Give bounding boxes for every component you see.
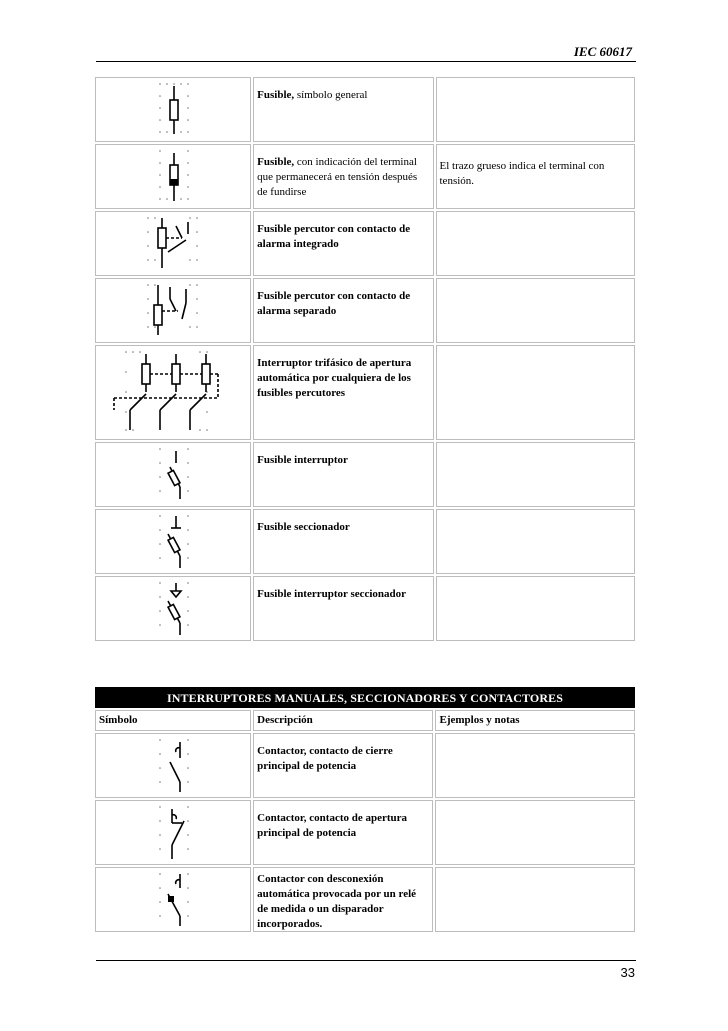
section-title: INTERRUPTORES MANUALES, SECCIONADORES Y CONTACTORES	[95, 687, 635, 708]
notes-cell	[436, 211, 636, 276]
contactor-make-contact-icon	[96, 734, 251, 797]
description-bold: Fusible interruptor seccionador	[257, 588, 407, 600]
description-bold: Contactor con desconexión automática provocada por un relé de medida o un disparador incorporados.	[257, 873, 417, 930]
description-bold: Contactor, contacto de cierre principal de potencia	[257, 745, 393, 772]
notes-cell	[436, 509, 636, 574]
footer-rule	[96, 960, 636, 961]
symbol-cell	[95, 867, 251, 932]
table-row	[95, 733, 635, 798]
table-row	[95, 509, 635, 574]
fuse-general-icon	[96, 78, 251, 141]
symbol-cell	[95, 211, 251, 276]
description-cell	[253, 733, 433, 798]
table-row	[95, 345, 635, 440]
description-cell	[253, 211, 433, 276]
switches-table	[93, 685, 637, 934]
symbol-cell	[95, 77, 251, 142]
symbol-cell	[95, 144, 251, 209]
symbol-cell	[95, 278, 251, 343]
table-banner-row	[95, 687, 635, 708]
symbol-cell	[95, 800, 251, 865]
notes-cell: El trazo grueso indica el terminal con tensión.	[436, 144, 636, 209]
column-header-description: Descripción	[253, 710, 433, 731]
symbol-cell	[95, 442, 251, 507]
symbol-cell	[95, 509, 251, 574]
striker-fuse-integrated-alarm-icon	[96, 212, 251, 275]
symbol-cell	[95, 733, 251, 798]
description-cell	[253, 867, 433, 932]
notes-cell	[436, 278, 636, 343]
description-bold: Fusible percutor con contacto de alarma integrado	[257, 223, 411, 250]
header-rule	[96, 61, 636, 62]
three-phase-fuse-switch-icon	[96, 346, 251, 439]
notes-cell	[435, 733, 635, 798]
table-row	[95, 576, 635, 641]
description-cell	[253, 278, 433, 343]
table-row	[95, 77, 635, 142]
table-row	[95, 800, 635, 865]
notes-cell	[435, 800, 635, 865]
contactor-break-contact-icon	[96, 801, 251, 864]
table-row	[95, 867, 635, 932]
description-text: símbolo general	[294, 89, 368, 101]
notes-cell	[436, 345, 636, 440]
symbol-cell	[95, 345, 251, 440]
description-cell	[253, 144, 433, 209]
table-row	[95, 211, 635, 276]
table-row	[95, 442, 635, 507]
fuse-live-terminal-icon	[96, 145, 251, 208]
table-header-row	[95, 710, 635, 731]
column-header-symbol: Símbolo	[95, 710, 251, 731]
fuse-switch-icon	[96, 443, 251, 506]
description-bold: Fusible,	[257, 89, 295, 101]
description-cell	[253, 509, 433, 574]
page-header-title: IEC 60617	[573, 44, 632, 59]
symbol-cell	[95, 576, 251, 641]
table-row	[95, 278, 635, 343]
description-text: con indicación del terminal que permanecerá en tensión después de fundirse	[257, 156, 418, 198]
description-bold: Contactor, contacto de apertura principal de potencia	[257, 812, 408, 839]
page-number: 33	[620, 965, 635, 980]
table-row	[95, 144, 635, 209]
description-bold: Fusible,	[257, 156, 295, 168]
description-cell	[253, 345, 433, 440]
fuse-symbols-table	[93, 75, 637, 643]
fuse-disconnector-icon	[96, 510, 251, 573]
notes-cell	[436, 576, 636, 641]
notes-cell	[436, 442, 636, 507]
description-bold: Fusible seccionador	[257, 521, 350, 533]
contactor-auto-release-icon	[96, 868, 251, 931]
column-header-notes: Ejemplos y notas	[435, 710, 635, 731]
striker-fuse-separate-alarm-icon	[96, 279, 251, 342]
description-cell	[253, 576, 433, 641]
notes-cell	[436, 77, 636, 142]
description-cell	[253, 442, 433, 507]
description-bold: Interruptor trifásico de apertura automática por cualquiera de los fusibles percutores	[257, 357, 412, 399]
description-bold: Fusible percutor con contacto de alarma separado	[257, 290, 411, 317]
description-bold: Fusible interruptor	[257, 454, 348, 466]
notes-cell	[435, 867, 635, 932]
fuse-switch-disconnector-icon	[96, 577, 251, 640]
description-cell	[253, 800, 433, 865]
description-cell	[253, 77, 433, 142]
